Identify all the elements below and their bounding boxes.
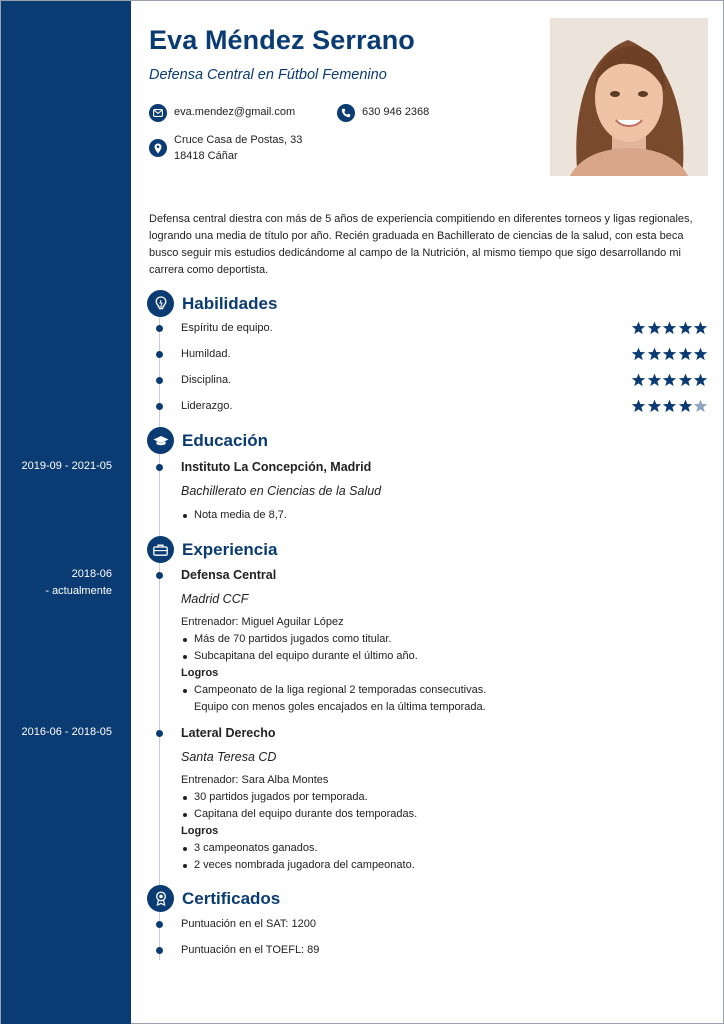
skill-label: Disciplina.	[181, 374, 232, 386]
certificate-item: Puntuación en el TOEFL: 89	[181, 944, 320, 956]
skills-section-header	[147, 290, 277, 317]
star-filled-icon	[631, 373, 646, 387]
timeline-dot	[156, 947, 163, 954]
timeline-line	[159, 315, 160, 960]
skill-rating	[631, 347, 709, 361]
skill-label: Liderazgo.	[181, 400, 233, 412]
experience-bullets	[181, 789, 417, 823]
candidate-job-title: Defensa Central en Fútbol Femenino	[149, 67, 387, 83]
envelope-icon	[149, 104, 167, 122]
graduation-cap-icon	[147, 427, 174, 454]
timeline-dot	[156, 403, 163, 410]
briefcase-icon	[147, 536, 174, 563]
experience-role: Defensa Central	[181, 568, 277, 582]
experience-date: 2016-06 - 2018-05	[21, 726, 112, 738]
star-filled-icon	[631, 399, 646, 413]
certificates-title: Certificados	[182, 888, 281, 908]
experience-date-start: 2018-06	[71, 568, 112, 580]
profile-photo	[550, 18, 708, 176]
list-item: Capitana del equipo durante dos temporadas.	[181, 806, 417, 823]
education-section-header	[147, 427, 268, 454]
contact-address	[149, 132, 302, 164]
experience-role: Lateral Derecho	[181, 726, 276, 740]
list-item: 30 partidos jugados por temporada.	[181, 789, 417, 806]
list-item: Nota media de 8,7.	[181, 507, 287, 524]
list-item: 2 veces nombrada jugadora del campeonato.	[181, 857, 415, 874]
timeline-dot	[156, 572, 163, 579]
timeline-dot	[156, 325, 163, 332]
achievements-label: Logros	[181, 667, 219, 679]
achievements-list	[181, 840, 415, 874]
timeline-dot	[156, 730, 163, 737]
contact-phone[interactable]	[337, 104, 429, 122]
skill-label: Espíritu de equipo.	[181, 322, 273, 334]
star-filled-icon	[662, 399, 677, 413]
list-item: Campeonato de la liga regional 2 temporadas consecutivas.	[181, 682, 486, 699]
star-filled-icon	[647, 321, 662, 335]
address-line-1: Cruce Casa de Postas, 33	[174, 134, 303, 146]
achievements-list	[181, 682, 486, 716]
timeline-dot	[156, 921, 163, 928]
education-degree: Bachillerato en Ciencias de la Salud	[181, 484, 382, 498]
left-sidebar	[1, 1, 131, 1024]
phone-text: 630 946 2368	[362, 106, 430, 118]
experience-title: Experiencia	[182, 539, 278, 559]
list-item: 3 campeonatos ganados.	[181, 840, 415, 857]
star-filled-icon	[693, 347, 708, 361]
skill-rating	[631, 373, 709, 387]
certificates-section-header	[147, 885, 280, 912]
education-institution: Instituto La Concepción, Madrid	[181, 460, 372, 474]
timeline-dot	[156, 351, 163, 358]
skill-rating	[631, 399, 709, 413]
list-item: Subcapitana del equipo durante el último año.	[181, 648, 418, 665]
experience-club: Madrid CCF	[181, 592, 249, 606]
education-title: Educación	[182, 430, 268, 450]
phone-icon	[337, 104, 355, 122]
star-filled-icon	[662, 373, 677, 387]
experience-club: Santa Teresa CD	[181, 750, 277, 764]
experience-date	[45, 566, 112, 600]
email-text: eva.mendez@gmail.com	[174, 106, 296, 118]
experience-bullets	[181, 631, 418, 665]
certificate-item: Puntuación en el SAT: 1200	[181, 918, 316, 930]
timeline-dot	[156, 464, 163, 471]
star-empty-icon	[693, 399, 708, 413]
education-bullets	[181, 507, 287, 524]
star-filled-icon	[662, 321, 677, 335]
star-filled-icon	[647, 373, 662, 387]
star-filled-icon	[662, 347, 677, 361]
achievements-label: Logros	[181, 825, 219, 837]
location-pin-icon	[149, 139, 167, 157]
experience-section-header	[147, 536, 277, 563]
star-filled-icon	[631, 347, 646, 361]
experience-coach: Entrenador: Sara Alba Montes	[181, 774, 329, 786]
address-line-2: 18418 Cáñar	[174, 150, 238, 162]
candidate-name: Eva Méndez Serrano	[149, 25, 415, 55]
lightbulb-icon	[147, 290, 174, 317]
award-ribbon-icon	[147, 885, 174, 912]
experience-coach: Entrenador: Miguel Aguilar López	[181, 616, 344, 628]
star-filled-icon	[647, 347, 662, 361]
list-item: Más de 70 partidos jugados como titular.	[181, 631, 418, 648]
skill-label: Humildad.	[181, 348, 231, 360]
star-filled-icon	[678, 347, 693, 361]
star-filled-icon	[678, 373, 693, 387]
skill-rating	[631, 321, 709, 335]
experience-date-end: - actualmente	[45, 585, 112, 597]
star-filled-icon	[631, 321, 646, 335]
list-item-continuation: Equipo con menos goles encajados en la última temporada.	[194, 701, 486, 713]
education-date: 2019-09 - 2021-05	[21, 460, 112, 472]
star-filled-icon	[647, 399, 662, 413]
star-filled-icon	[693, 373, 708, 387]
star-filled-icon	[678, 321, 693, 335]
contact-email[interactable]	[149, 104, 295, 122]
profile-summary: Defensa central diestra con más de 5 años de experiencia compitiendo en diferentes torneos y ligas regionales, logrando una media de título por año. Recién graduada en Bachillerato de ciencias de la salud, con esta beca busco seguir mis estudios dedicándome al campo de la Nutrición, al mismo tiempo que sigo desarrollando mi carrera como deportista.	[149, 213, 693, 276]
timeline-dot	[156, 377, 163, 384]
skills-title: Habilidades	[182, 293, 278, 313]
star-filled-icon	[678, 399, 693, 413]
star-filled-icon	[693, 321, 708, 335]
